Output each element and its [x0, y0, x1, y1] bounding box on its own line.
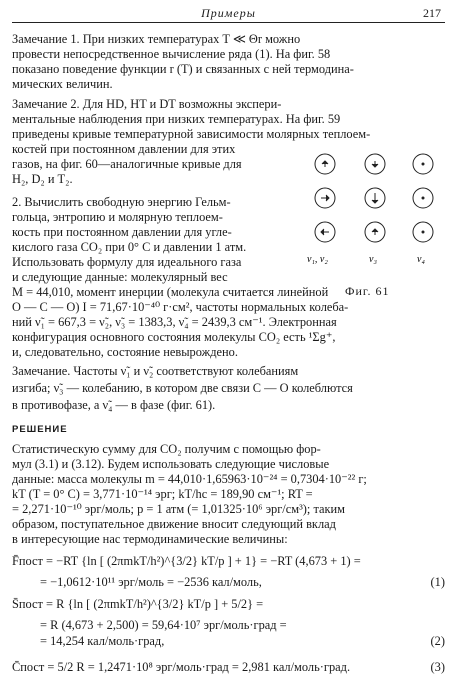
problem-line: и следующие данные: молекулярный вес	[12, 270, 228, 284]
remark2-line: H₂, D₂ и T₂.	[12, 172, 73, 186]
equation-number: (3)	[430, 660, 445, 674]
problem-line: Использовать формулу для идеального газа	[12, 255, 242, 269]
figure-label: ν₃	[369, 254, 377, 265]
remark2-line: Замечание 2. Для HD, HT и DT возможны экспери-	[12, 97, 282, 111]
remark1-line: провести непосредственное вычисление ряда (1). На фиг. 58	[12, 47, 331, 61]
problem-line: кость при постоянном давлении для угле-	[12, 225, 232, 239]
problem-line: 2. Вычислить свободную энергию Гельм-	[12, 195, 231, 209]
remark3-line: в противофазе, а ν̃₄ — в фазе (фиг. 61).	[12, 398, 216, 412]
figure-label: ν₁, ν₂	[307, 254, 328, 265]
remark2-line: приведены кривые температурной зависимости молярных теплоем-	[12, 127, 371, 141]
solution-line: Статистическую сумму для CO₂ получим с помощью фор-	[12, 442, 321, 456]
equation-entropy-result: = 14,254 кал/моль·град,	[40, 634, 165, 648]
figure-caption: Фиг. 61	[345, 284, 390, 298]
equation-number: (1)	[430, 575, 445, 589]
problem-line: гольца, энтропию и молярную теплоем-	[12, 210, 223, 224]
equation-entropy: S̄пост = R {ln [ (2πmkT/h²)^{3/2} kT/p ] + 5/2} =	[12, 597, 264, 611]
remark1-line: Замечание 1. При низких температурах T ≪ Θr можно	[12, 32, 301, 46]
equation-free-energy: F̄пост = −RT {ln [ (2πmkT/h²)^{3/2} kT/p ] + 1} = −RT (4,673 + 1) =	[12, 554, 361, 568]
equation-heat-capacity: C̄пост = 5/2 R = 1,2471·10⁸ эрг/моль·град = 2,981 кал/моль·град.	[12, 660, 351, 674]
solution-line: = 2,271·10⁻¹⁰ эрг/моль; p = 1 атм (= 1,01325·10⁶ эрг/см³); таким	[12, 502, 346, 516]
remark2-line: газов, на фиг. 60—аналогичные кривые для	[12, 157, 242, 171]
header-title: Примеры	[201, 6, 256, 20]
solution-line: в интересующие нас термодинамические величины:	[12, 532, 288, 546]
problem-line: кислого газа CO₂ при 0° C и давлении 1 атм.	[12, 240, 247, 254]
page-number: 217	[423, 6, 441, 20]
remark2-line: ментальные наблюдения при низких температурах. На фиг. 59	[12, 112, 341, 126]
solution-line: kT (T = 0° C) = 3,771·10⁻¹⁴ эрг; kT/hc = 189,90 см⁻¹; RT =	[12, 487, 313, 501]
remark1-line: показано поведение функции r (T) и связанных с ней термодина-	[12, 62, 354, 76]
remark3-line: изгиба; ν̃₃ — колебанию, в котором две связи C — O колеблются	[12, 381, 353, 395]
section-heading: РЕШЕНИЕ	[12, 424, 68, 435]
equation-entropy-step: = R (4,673 + 2,500) = 59,64·10⁷ эрг/моль·град =	[40, 618, 287, 632]
remark1-line: мических величин.	[12, 77, 113, 91]
solution-line: мул (3.1) и (3.12). Будем использовать следующие числовые	[12, 457, 330, 471]
remark2-line: костей при постоянном давлении для этих	[12, 142, 236, 156]
figure-61-diagram	[305, 152, 445, 282]
page-header	[12, 6, 445, 23]
equation-free-energy-result: = −1,0612·10¹¹ эрг/моль = −2536 кал/моль,	[40, 575, 262, 589]
problem-line: конфигурация основного состояния молекулы CO₂ есть ¹Σg⁺,	[12, 330, 336, 344]
solution-line: данные: масса молекулы m = 44,010·1,65963·10⁻²⁴ = 0,7304·10⁻²² г;	[12, 472, 367, 486]
problem-line: O — C — O) I = 71,67·10⁻⁴⁰ г·см², частоты нормальных колеба-	[12, 300, 349, 314]
remark3-line: Замечание. Частоты ν̃₁ и ν̃₂ соответствуют колебаниям	[12, 364, 299, 378]
problem-line: M = 44,010, момент инерции (молекула считается линейной	[12, 285, 329, 299]
problem-line: ний ν̃₁ = 667,3 = ν̃₂, ν̃₃ = 1383,3, ν̃₄ = 2439,3 см⁻¹. Электронная	[12, 315, 337, 329]
equation-number: (2)	[430, 634, 445, 648]
solution-line: образом, поступательное движение вносит следующий вклад	[12, 517, 336, 531]
figure-label: ν₄	[417, 254, 425, 265]
problem-line: и, следовательно, состояние невырождено.	[12, 345, 238, 359]
